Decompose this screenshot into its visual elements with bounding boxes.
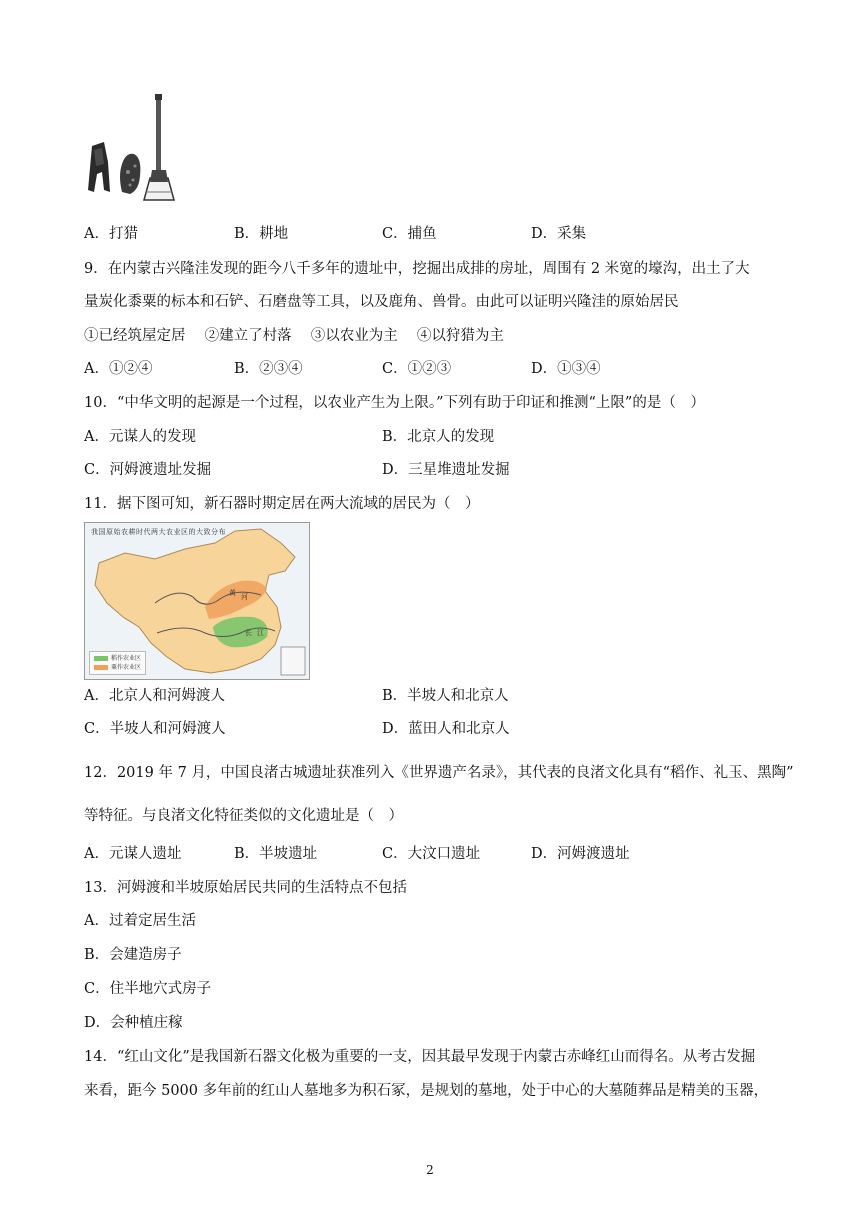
q12-stem-line1: 12．2019 年 7 月，中国良渚古城遗址获准列入《世界遗产名录》，其代表的良渚文化具有“稻作、礼玉、黑陶” bbox=[84, 765, 794, 781]
q12-options bbox=[84, 844, 800, 864]
q11-option-c[interactable]: C．半坡人和河姆渡人 bbox=[84, 721, 226, 737]
legend-item-millet: 粟作农业区 bbox=[94, 663, 141, 672]
q9-option-d[interactable]: D．①③④ bbox=[531, 361, 601, 377]
q13-option-b[interactable]: B．会建造房子 bbox=[84, 947, 182, 963]
q14-stem-line2: 来看，距今 5000 多年前的红山人墓地多为积石冢，是规划的墓地，处于中心的大墓随葬品是精美的玉器， bbox=[84, 1083, 769, 1099]
stone-blade-icon bbox=[120, 154, 140, 194]
q13-option-c[interactable]: C．住半地穴式房子 bbox=[84, 981, 212, 997]
map-title: 我国原始农耕时代两大农业区的大致分布 bbox=[91, 528, 226, 536]
stone-spade-icon bbox=[88, 142, 110, 192]
map-legend bbox=[89, 651, 146, 675]
hafted-spade-icon bbox=[144, 94, 174, 200]
q9-stem-line1: 9．在内蒙古兴隆洼发现的距今八千多年的遗址中，挖掘出成排的房址，周围有 2 米宽的壕沟，出土了大 bbox=[84, 261, 750, 277]
river-label: 黄 bbox=[229, 589, 236, 597]
stone-tools-image bbox=[82, 92, 182, 204]
q11-option-d[interactable]: D．蓝田人和北京人 bbox=[382, 721, 510, 737]
river-label: 长 bbox=[245, 629, 252, 637]
q13-option-d[interactable]: D．会种植庄稼 bbox=[84, 1015, 183, 1031]
q11-options-row2 bbox=[84, 719, 800, 739]
q10-options-row2 bbox=[84, 460, 800, 480]
q12-option-d[interactable]: D．河姆渡遗址 bbox=[531, 846, 630, 862]
q8-option-d[interactable]: D．采集 bbox=[531, 226, 587, 242]
q11-option-b[interactable]: B．半坡人和北京人 bbox=[382, 688, 509, 704]
south-china-sea-inset bbox=[281, 647, 305, 675]
q9-statements: ①已经筑屋定居 ②建立了村落 ③以农业为主 ④以狩猎为主 bbox=[84, 328, 504, 344]
q9-option-b[interactable]: B．②③④ bbox=[234, 361, 303, 377]
q11-options-row1 bbox=[84, 686, 800, 706]
q10-option-d[interactable]: D．三星堆遗址发掘 bbox=[382, 462, 510, 478]
q11-stem: 11．据下图可知，新石器时期定居在两大流域的居民为（ ） bbox=[84, 496, 480, 512]
q8-option-a[interactable]: A．打猎 bbox=[84, 226, 138, 242]
river-label: 河 bbox=[241, 593, 248, 601]
q11-option-a[interactable]: A．北京人和河姆渡人 bbox=[84, 688, 225, 704]
q10-option-c[interactable]: C．河姆渡遗址发掘 bbox=[84, 462, 212, 478]
q12-option-b[interactable]: B．半坡遗址 bbox=[234, 846, 318, 862]
q8-options bbox=[84, 224, 800, 244]
q9-option-a[interactable]: A．①②④ bbox=[84, 361, 153, 377]
q14-stem-line1: 14．“红山文化”是我国新石器文化极为重要的一支，因其最早发现于内蒙古赤峰红山而得名。从考古发掘 bbox=[84, 1049, 756, 1065]
q13-option-a[interactable]: A．过着定居生活 bbox=[84, 913, 196, 929]
legend-item-rice: 稻作农业区 bbox=[94, 654, 141, 663]
river-label: 江 bbox=[257, 629, 264, 637]
q9-option-c[interactable]: C．①②③ bbox=[382, 361, 452, 377]
q10-option-a[interactable]: A．元谋人的发现 bbox=[84, 429, 196, 445]
q10-option-b[interactable]: B．北京人的发现 bbox=[382, 429, 495, 445]
page-number: 2 bbox=[426, 1163, 434, 1177]
q13-stem: 13．河姆渡和半坡原始居民共同的生活特点不包括 bbox=[84, 880, 407, 896]
q8-option-c[interactable]: C．捕鱼 bbox=[382, 226, 437, 242]
q8-option-b[interactable]: B．耕地 bbox=[234, 226, 289, 242]
q12-stem-line2: 等特征。与良渚文化特征类似的文化遗址是（ ） bbox=[84, 808, 403, 824]
q12-option-c[interactable]: C．大汶口遗址 bbox=[382, 846, 481, 862]
legend-swatch-millet bbox=[94, 665, 108, 670]
q10-options-row1 bbox=[84, 427, 800, 447]
q9-options bbox=[84, 359, 800, 379]
legend-swatch-rice bbox=[94, 656, 108, 661]
agriculture-map bbox=[84, 522, 310, 680]
q10-stem: 10．“中华文明的起源是一个过程，以农业产生为上限。”下列有助于印证和推测“上限”的是（ ） bbox=[84, 395, 705, 411]
q12-option-a[interactable]: A．元谋人遗址 bbox=[84, 846, 182, 862]
q9-stem-line2: 量炭化黍粟的标本和石铲、石磨盘等工具，以及鹿角、兽骨。由此可以证明兴隆洼的原始居民 bbox=[84, 294, 679, 310]
